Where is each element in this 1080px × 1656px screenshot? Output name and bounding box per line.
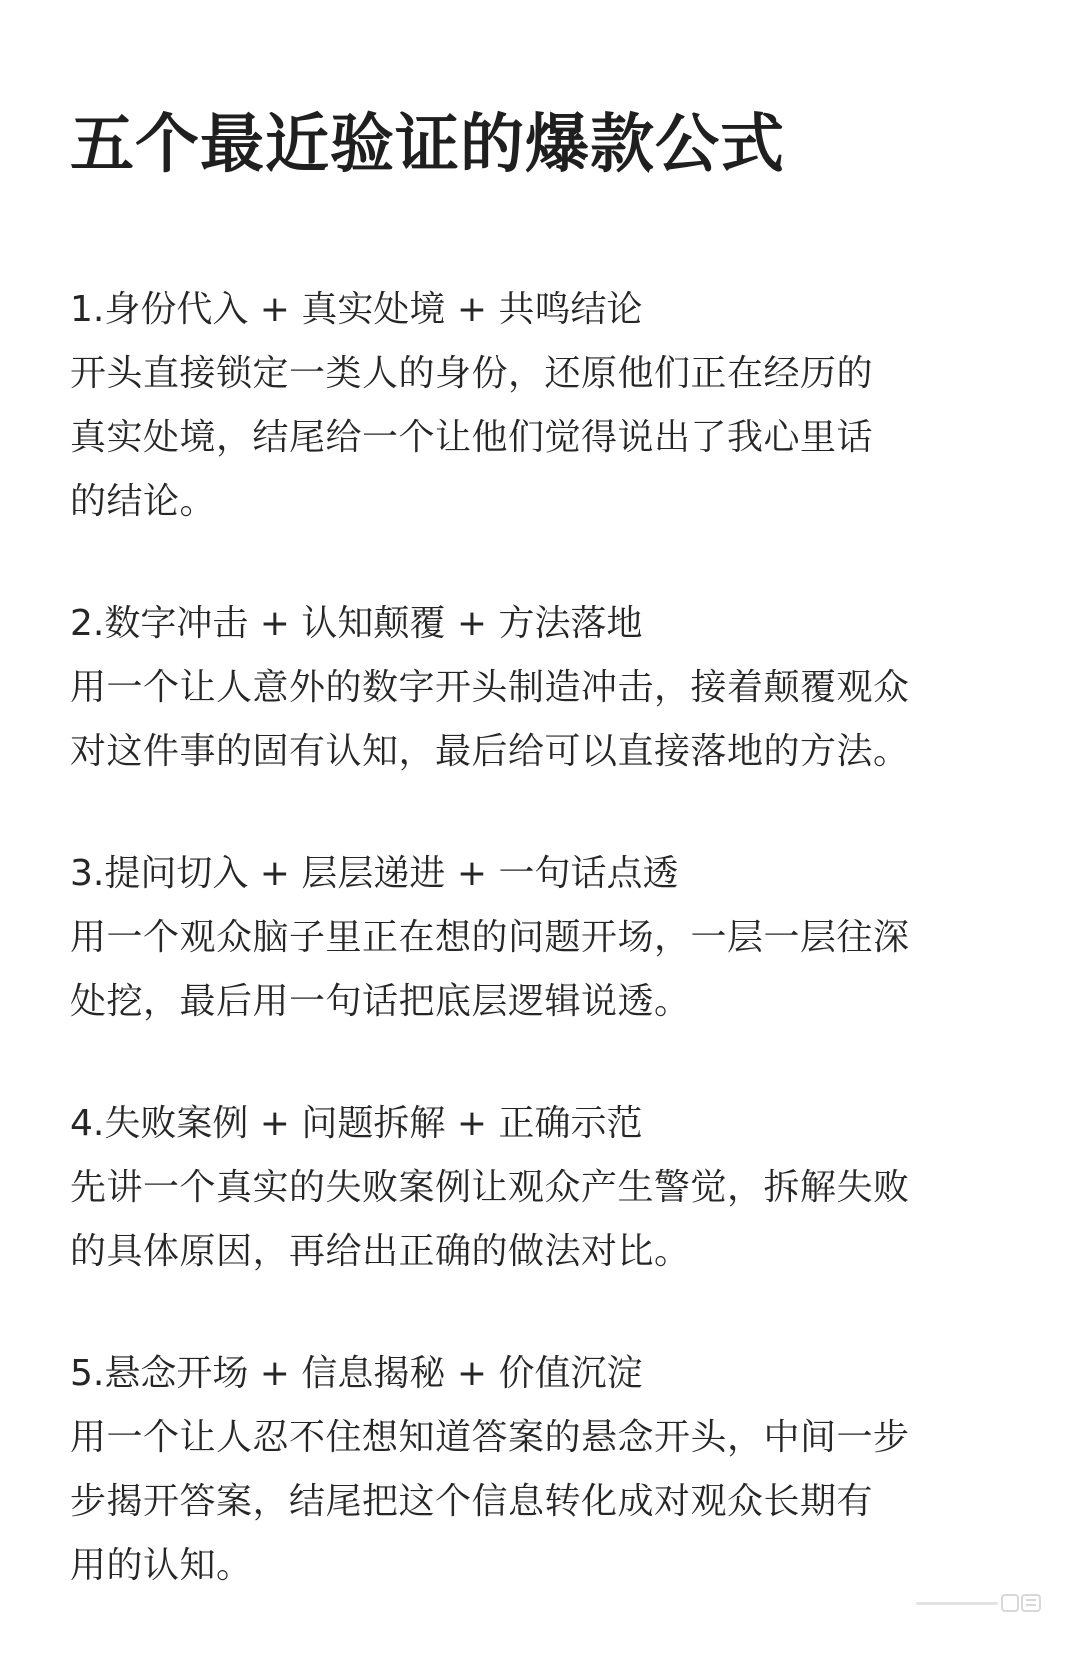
formula-description — [70, 906, 1010, 1034]
formula-description — [70, 342, 1010, 534]
formula-heading: 2.数字冲击 + 认知颠覆 + 方法落地 — [70, 603, 643, 644]
description-line: 用一个观众脑子里正在想的问题开场，一层一层往深 — [70, 917, 910, 958]
formula-section-2 — [70, 592, 1010, 784]
formula-heading: 5.悬念开场 + 信息揭秘 + 价值沉淀 — [70, 1353, 643, 1394]
page-title: 五个最近验证的爆款公式 — [70, 108, 785, 182]
formula-description — [70, 1156, 1010, 1284]
article — [70, 100, 1010, 1656]
description-line: 步揭开答案，结尾把这个信息转化成对观众长期有 — [70, 1481, 874, 1522]
formula-description — [70, 656, 1010, 784]
description-line: 开头直接锁定一类人的身份，还原他们正在经历的 — [70, 353, 874, 394]
description-line: 真实处境，结尾给一个让他们觉得说出了我心里话 — [70, 417, 874, 458]
description-line: 的结论。 — [70, 481, 217, 522]
formula-section-4 — [70, 1092, 1010, 1284]
description-line: 对这件事的固有认知，最后给可以直接落地的方法。 — [70, 731, 910, 772]
formula-section-1 — [70, 278, 1010, 534]
description-line: 用的认知。 — [70, 1545, 253, 1586]
watermark-logo-icon — [914, 1590, 1044, 1616]
formula-list — [70, 278, 1010, 1598]
formula-heading: 1.身份代入 + 真实处境 + 共鸣结论 — [70, 289, 643, 330]
description-line: 用一个让人意外的数字开头制造冲击，接着颠覆观众 — [70, 667, 910, 708]
formula-heading: 4.失败案例 + 问题拆解 + 正确示范 — [70, 1103, 643, 1144]
description-line: 的具体原因，再给出正确的做法对比。 — [70, 1231, 691, 1272]
description-line: 用一个让人忍不住想知道答案的悬念开头，中间一步 — [70, 1417, 910, 1458]
formula-heading: 3.提问切入 + 层层递进 + 一句话点透 — [70, 853, 679, 894]
formula-section-3 — [70, 842, 1010, 1034]
description-line: 处挖，最后用一句话把底层逻辑说透。 — [70, 981, 691, 1022]
description-line: 先讲一个真实的失败案例让观众产生警觉，拆解失败 — [70, 1167, 910, 1208]
formula-description — [70, 1406, 1010, 1598]
formula-section-5 — [70, 1342, 1010, 1598]
